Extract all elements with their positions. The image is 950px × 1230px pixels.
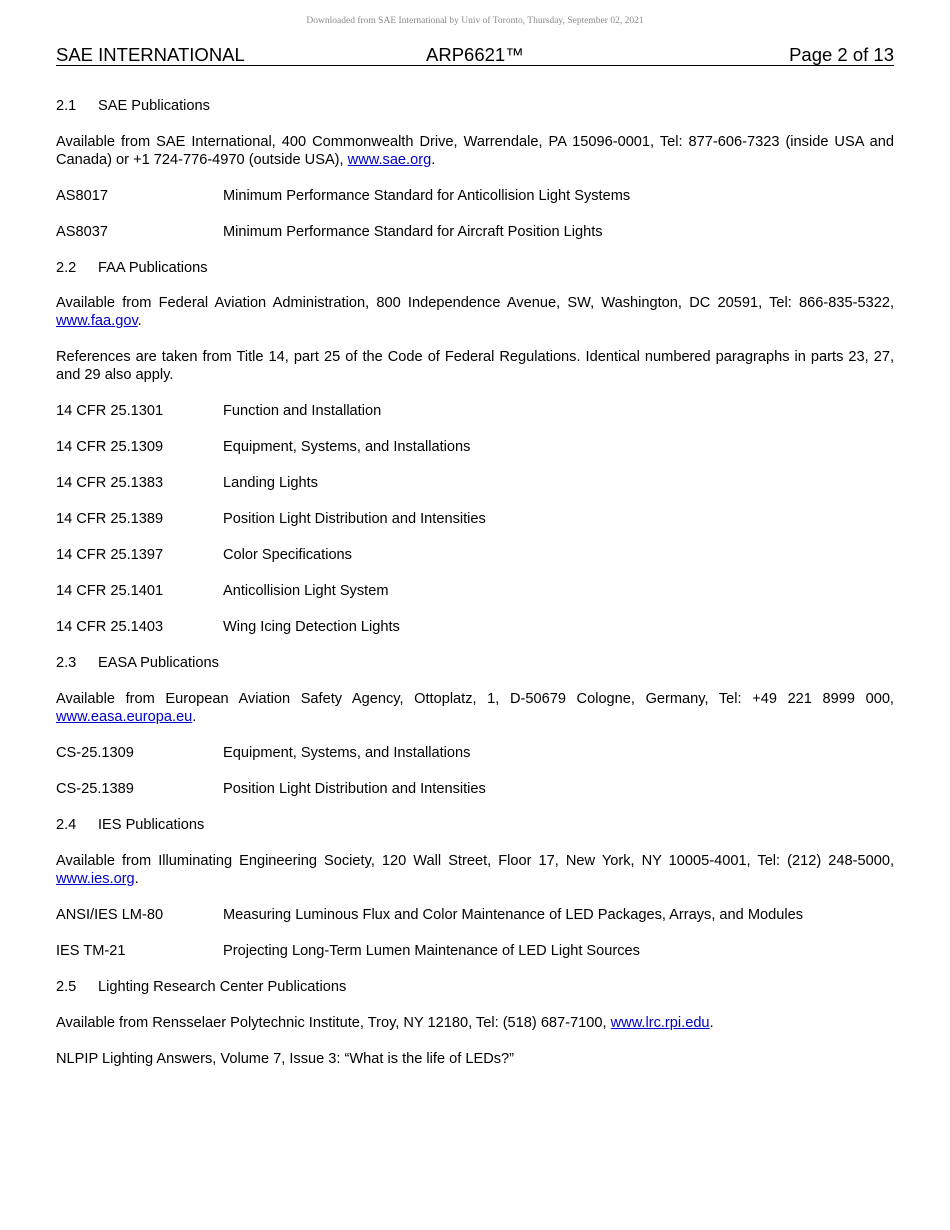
reference-row	[56, 744, 894, 762]
section-number: 2.4	[56, 817, 77, 833]
reference-title: Function and Installation	[223, 403, 382, 419]
page-header	[56, 44, 894, 66]
lrc-website-link[interactable]: www.lrc.rpi.edu	[610, 1015, 710, 1031]
easa-website-link[interactable]: www.easa.europa.eu	[56, 709, 193, 725]
availability-paragraph-easa	[56, 690, 894, 726]
availability-text: Available from Federal Aviation Administration, 800 Independence Avenue, SW, Washington, DC 20591, Tel: 866-835-5322,	[56, 295, 894, 311]
header-page-number: Page 2 of 13	[789, 44, 894, 65]
reference-row	[56, 546, 894, 564]
reference-title: Wing Icing Detection Lights	[223, 619, 400, 635]
availability-text: Available from Rensselaer Polytechnic Institute, Troy, NY 12180, Tel: (518) 687-7100,	[56, 1015, 611, 1031]
availability-paragraph-lrc	[56, 1014, 894, 1032]
section-heading-2-2	[56, 259, 894, 277]
reference-row	[56, 402, 894, 420]
period: .	[134, 871, 139, 887]
reference-row	[56, 618, 894, 636]
header-organization: SAE INTERNATIONAL	[56, 44, 245, 65]
reference-title: Equipment, Systems, and Installations	[223, 745, 471, 761]
reference-id: 14 CFR 25.1397	[56, 547, 164, 563]
reference-row	[56, 474, 894, 492]
sae-website-link[interactable]: www.sae.org	[347, 152, 432, 168]
reference-title: Measuring Luminous Flux and Color Maintenance of LED Packages, Arrays, and Modules	[223, 907, 804, 923]
section-number: 2.5	[56, 979, 77, 995]
period: .	[709, 1015, 714, 1031]
section-heading-2-1	[56, 97, 894, 115]
section-number: 2.1	[56, 98, 77, 114]
period: .	[192, 709, 197, 725]
reference-id: CS-25.1309	[56, 745, 134, 761]
section-title: Lighting Research Center Publications	[98, 979, 347, 995]
section-title: IES Publications	[98, 817, 205, 833]
reference-title: Anticollision Light System	[223, 583, 389, 599]
reference-title: Landing Lights	[223, 475, 318, 491]
cfr-note-paragraph: References are taken from Title 14, part 25 of the Code of Federal Regulations. Identical numbered paragraphs in parts 23, 27, and 29 also apply.	[56, 349, 894, 383]
reference-id: 14 CFR 25.1309	[56, 439, 164, 455]
availability-paragraph-sae	[56, 133, 894, 169]
section-heading-2-3	[56, 654, 894, 672]
availability-paragraph-ies	[56, 852, 894, 888]
section-title: SAE Publications	[98, 98, 210, 114]
reference-row	[56, 438, 894, 456]
section-number: 2.3	[56, 655, 77, 671]
download-watermark: Downloaded from SAE International by Univ of Toronto, Thursday, September 02, 2021	[306, 16, 644, 26]
reference-title: Equipment, Systems, and Installations	[223, 439, 471, 455]
faa-website-link[interactable]: www.faa.gov	[56, 313, 138, 329]
reference-title: Minimum Performance Standard for Anticollision Light Systems	[223, 188, 631, 204]
header-document-number: ARP6621™	[426, 44, 524, 65]
section-title: FAA Publications	[98, 260, 208, 276]
period: .	[431, 152, 436, 168]
availability-text: Available from Illuminating Engineering Society, 120 Wall Street, Floor 17, New York, NY 10005-4001, Tel: (212) 248-5000,	[56, 853, 894, 869]
reference-row	[56, 223, 894, 241]
reference-row	[56, 510, 894, 528]
availability-text: Available from SAE International, 400 Commonwealth Drive, Warrendale, PA 15096-0001, Tel: 877-606-7323 (inside USA and Canada) or +1 724-776-4970 (outside USA),	[56, 134, 894, 168]
reference-title: Position Light Distribution and Intensities	[223, 781, 486, 797]
reference-id: CS-25.1389	[56, 781, 134, 797]
section-title: EASA Publications	[98, 655, 219, 671]
reference-id: 14 CFR 25.1389	[56, 511, 164, 527]
section-number: 2.2	[56, 260, 77, 276]
section-heading-2-4	[56, 816, 894, 834]
reference-title: Projecting Long-Term Lumen Maintenance of LED Light Sources	[223, 943, 640, 959]
document-body	[56, 97, 894, 1068]
period: .	[137, 313, 142, 329]
reference-title: Minimum Performance Standard for Aircraft Position Lights	[223, 224, 603, 240]
availability-paragraph-faa	[56, 294, 894, 330]
reference-id: 14 CFR 25.1383	[56, 475, 164, 491]
reference-row	[56, 780, 894, 798]
reference-id: AS8037	[56, 224, 108, 240]
reference-row	[56, 582, 894, 600]
reference-id: AS8017	[56, 188, 108, 204]
reference-row	[56, 942, 894, 960]
availability-text: Available from European Aviation Safety Agency, Ottoplatz, 1, D-50679 Cologne, Germany, Tel: +49 221 8999 000,	[56, 691, 894, 707]
reference-title: Position Light Distribution and Intensities	[223, 511, 486, 527]
nlpip-reference: NLPIP Lighting Answers, Volume 7, Issue 3: “What is the life of LEDs?”	[56, 1051, 515, 1067]
reference-title: Color Specifications	[223, 547, 352, 563]
ies-website-link[interactable]: www.ies.org	[56, 871, 135, 887]
reference-id: 14 CFR 25.1403	[56, 619, 164, 635]
reference-id: ANSI/IES LM-80	[56, 907, 164, 923]
reference-row	[56, 187, 894, 205]
section-heading-2-5	[56, 978, 894, 996]
reference-id: 14 CFR 25.1301	[56, 403, 164, 419]
reference-id: IES TM-21	[56, 943, 126, 959]
reference-id: 14 CFR 25.1401	[56, 583, 164, 599]
reference-row	[56, 906, 894, 924]
